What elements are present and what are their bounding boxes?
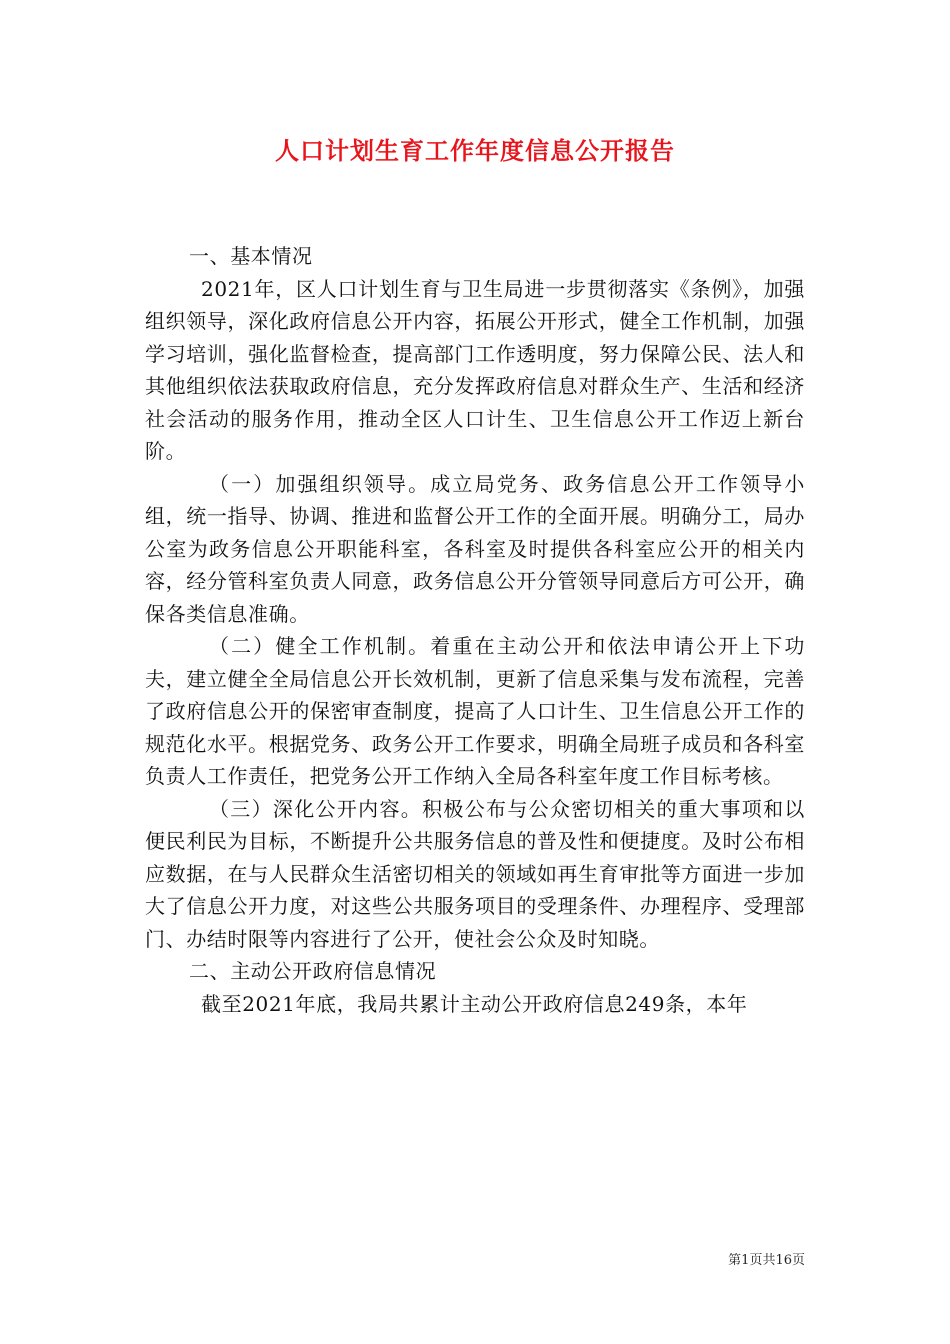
page-number: 第1页共16页 bbox=[728, 1253, 805, 1268]
section-heading-basic: 一、基本情况 bbox=[189, 244, 313, 268]
paragraph-organization: （一）加强组织领导。成立局党务、政务信息公开工作领导小组，统一指导、协调、推进和监督公开工作的全面开展。明确分工，局办公室为政务信息公开职能科室，各科室及时提供各科室应公开的相关内容，经分管科室负责人同意，政务信息公开分管领导同意后方可公开，确保各类信息准确。 bbox=[145, 471, 805, 626]
paragraph-disclosure-count: 截至2021年底，我局共累计主动公开政府信息249条，本年 bbox=[201, 991, 748, 1016]
paragraph-overview: 2021年，区人口计划生育与卫生局进一步贯彻落实《条例》，加强组织领导，深化政府信息公开内容，拓展公开形式，健全工作机制，加强学习培训，强化监督检查，提高部门工作透明度，努力保障公民、法人和其他组织依法获取政府信息，充分发挥政府信息对群众生产、生活和经济社会活动的服务作用，推动全区人口计生、卫生信息公开工作迈上新台阶。 bbox=[145, 276, 805, 463]
paragraph-content: （三）深化公开内容。积极公布与公众密切相关的重大事项和以便民利民为目标，不断提升公共服务信息的普及性和便捷度。及时公布相应数据，在与人民群众生活密切相关的领域如再生育审批等方面进一步加大了信息公开力度，对这些公共服务项目的受理条件、办理程序、受理部门、办结时限等内容进行了公开，使社会公众及时知晓。 bbox=[145, 796, 805, 951]
section-heading-disclosure: 二、主动公开政府信息情况 bbox=[189, 959, 437, 983]
document-title: 人口计划生育工作年度信息公开报告 bbox=[275, 136, 675, 165]
document-body bbox=[145, 240, 805, 1020]
paragraph-mechanism: （二）健全工作机制。着重在主动公开和依法申请公开上下功夫，建立健全全局信息公开长效机制，更新了信息采集与发布流程，完善了政府信息公开的保密审查制度，提高了人口计生、卫生信息公开工作的规范化水平。根据党务、政务公开工作要求，明确全局班子成员和各科室负责人工作责任，把党务公开工作纳入全局各科室年度工作目标考核。 bbox=[145, 634, 805, 788]
